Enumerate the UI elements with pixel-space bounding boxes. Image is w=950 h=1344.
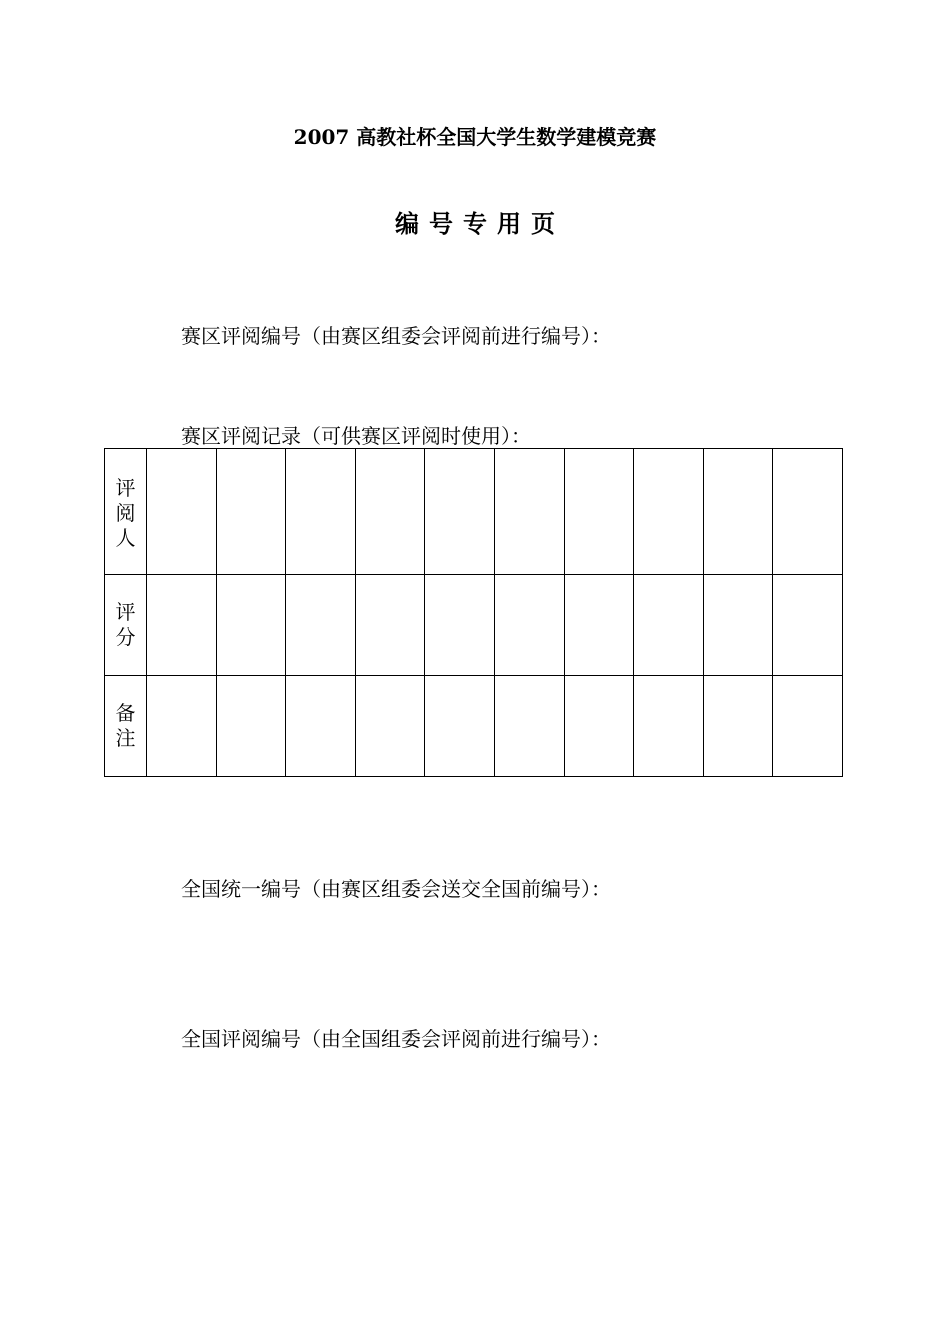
table-cell[interactable]	[147, 575, 217, 676]
row-header-char: 评	[115, 600, 136, 624]
table-cell[interactable]	[634, 449, 704, 575]
table-cell[interactable]	[147, 676, 217, 777]
table-cell[interactable]	[355, 676, 425, 777]
table-cell[interactable]	[355, 575, 425, 676]
national-review-number-label: 全国评阅编号（由全国组委会评阅前进行编号）：	[181, 1027, 611, 1051]
table-cell[interactable]	[773, 449, 843, 575]
table-cell[interactable]	[425, 575, 495, 676]
table-cell[interactable]	[286, 676, 356, 777]
table-cell[interactable]	[634, 575, 704, 676]
row-header-char: 阅	[115, 501, 136, 525]
document-subtitle: 编号专用页	[395, 209, 565, 238]
table-cell[interactable]	[564, 449, 634, 575]
table-cell[interactable]	[703, 676, 773, 777]
national-unified-number-label: 全国统一编号（由赛区组委会送交全国前编号）：	[181, 877, 611, 901]
table-cell[interactable]	[634, 676, 704, 777]
table-cell[interactable]	[355, 449, 425, 575]
row-header-char: 分	[115, 625, 136, 649]
table-cell[interactable]	[286, 449, 356, 575]
table-cell[interactable]	[286, 575, 356, 676]
table-row-remarks	[105, 676, 843, 777]
row-header-char: 人	[115, 526, 136, 550]
table-cell[interactable]	[564, 676, 634, 777]
table-cell[interactable]	[147, 449, 217, 575]
regional-review-record-label: 赛区评阅记录（可供赛区评阅时使用）：	[181, 424, 531, 448]
table-row-score	[105, 575, 843, 676]
row-header-char: 评	[115, 476, 136, 500]
row-header-reviewer	[105, 449, 147, 575]
table-cell[interactable]	[216, 449, 286, 575]
row-header-remarks	[105, 676, 147, 777]
table-cell[interactable]	[425, 676, 495, 777]
table-cell[interactable]	[494, 449, 564, 575]
table-cell[interactable]	[216, 676, 286, 777]
review-record-table	[104, 448, 843, 777]
table-row-reviewer	[105, 449, 843, 575]
row-header-score	[105, 575, 147, 676]
table-cell[interactable]	[703, 449, 773, 575]
table-cell[interactable]	[494, 575, 564, 676]
row-header-char: 备	[115, 701, 136, 725]
table-cell[interactable]	[703, 575, 773, 676]
document-title: 2007 高教社杯全国大学生数学建模竞赛	[293, 125, 657, 149]
table-cell[interactable]	[773, 676, 843, 777]
table-cell[interactable]	[494, 676, 564, 777]
table-cell[interactable]	[425, 449, 495, 575]
row-header-char: 注	[115, 726, 136, 750]
table-cell[interactable]	[773, 575, 843, 676]
table-cell[interactable]	[216, 575, 286, 676]
table-cell[interactable]	[564, 575, 634, 676]
regional-review-number-label: 赛区评阅编号（由赛区组委会评阅前进行编号）：	[181, 324, 611, 348]
